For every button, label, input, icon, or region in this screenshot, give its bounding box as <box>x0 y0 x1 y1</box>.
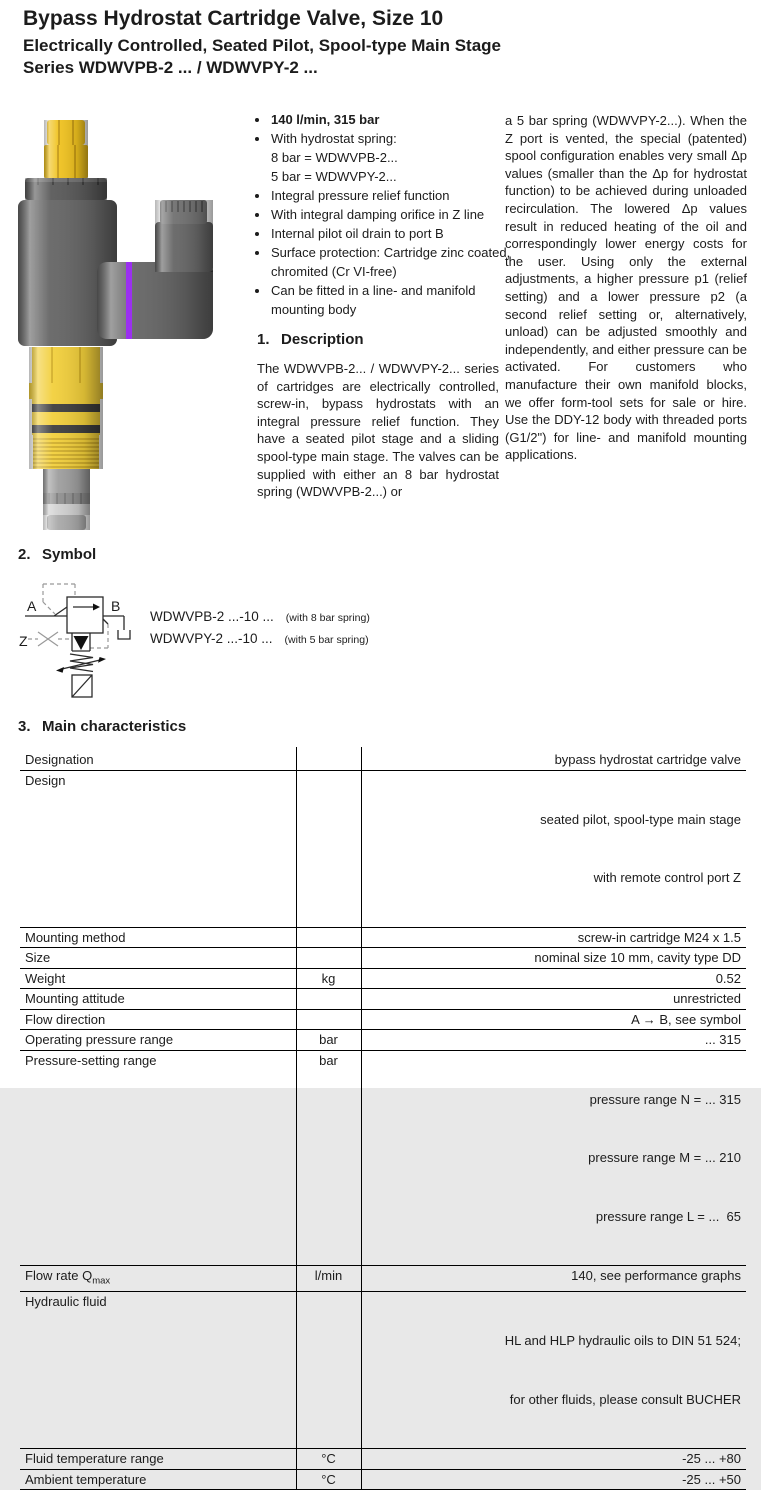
section-heading-main-characteristics: 3. Main characteristics <box>18 718 187 735</box>
page-subtitle-1: Electrically Controlled, Seated Pilot, Spool-type Main Stage <box>23 36 501 55</box>
feature-item: • Internal pilot oil drain to port B <box>270 224 512 243</box>
table-row: Design seated pilot, spool-type main stage with remote control port Z <box>20 770 746 927</box>
characteristics-table <box>20 747 746 1490</box>
purple-stripe <box>126 262 132 339</box>
feature-item: • Can be fitted in a line- and manifold mounting body <box>270 281 512 319</box>
poppet-icon <box>74 636 89 650</box>
table-row: Flow rate $Q_{max}$ l/min 140, see performance graphs <box>20 1266 746 1292</box>
feature-item: • With hydrostat spring: 8 bar = WDWVPB-2... 5 bar = WDWVPY-2... <box>270 129 512 186</box>
symbol-variant-list <box>150 607 370 650</box>
damping-orifice-icon <box>38 632 58 646</box>
feature-item: • With integral damping orifice in Z line <box>270 205 512 224</box>
hydraulic-symbol <box>18 576 168 711</box>
table-row: Designation bypass hydrostat cartridge valve <box>20 747 746 770</box>
page-subtitle-2: Series WDWVPB-2 ... / WDWVPY-2 ... <box>23 57 318 77</box>
table-row: Weight kg 0.52 <box>20 968 746 989</box>
symbol-variant: WDWVPY-2 ...-10 ... (with 5 bar spring) <box>150 630 369 646</box>
description-paragraph-col1: The WDWVPB-2... / WDWVPY-2... series of cartridges are electrically controlled, screw-in, bypass hydrostats with an integral pressure relief function. They have a seated pilot stage and a sliding spool-type main stage. The valves can be supplied with either an 8 bar hydrostat spring (WDWVPB-2...) or <box>257 361 499 500</box>
adjustment-arrow <box>62 660 100 669</box>
connector-arm <box>97 262 213 339</box>
feature-item: • Integral pressure relief function <box>270 186 512 205</box>
port-label-a: A <box>27 598 37 614</box>
feature-item: • 140 l/min, 315 bar <box>270 110 512 129</box>
feature-item: • Surface protection: Cartridge zinc coated, chromited (Cr VI-free) <box>270 243 512 281</box>
table-row: Mounting attitude unrestricted <box>20 989 746 1010</box>
port-label-z: Z <box>19 633 28 649</box>
connector-block <box>155 200 213 272</box>
tank-icon <box>118 630 130 639</box>
table-row: Pressure-setting range bar pressure range N = ... 315 pressure range M = ... 210 pressure range L = ... 65 <box>20 1050 746 1266</box>
table-row: Mounting method screw-in cartridge M24 x 1.5 <box>20 927 746 948</box>
symbol-variant: WDWVPB-2 ...-10 ... (with 8 bar spring) <box>150 609 370 624</box>
table-row: Operating pressure range bar ... 315 <box>20 1030 746 1051</box>
section-heading-symbol: 2. Symbol <box>18 546 97 563</box>
adjustment-screw <box>44 120 88 178</box>
description-paragraph-col2: a 5 bar spring (WDWVPY-2...). When the Z port is vented, the special (patented) spool configuration enables very small Δp values (smaller than the Δp for hydrostat function) to be achieved during unloaded recirculation. The lowered Δp values result in reduced heating of the oil and correspondingly lower energy costs for the user. Using only the external adjustments, a higher pressure p1 (relief setting) and a lower pressure p2 (a second relief setting or, alternatively, unload) can be adjusted smoothly and independently, and either pressure can be activated. For customers who manufacture their own manifold blocks, we offer form-tool sets for sale or hire. Use the DDY-12 body with threaded ports (G1/2") for line- and manifold mounting applications. <box>505 113 747 463</box>
product-image-cartridge-valve <box>8 98 233 538</box>
lock-ring <box>25 178 107 200</box>
table-row: Flow direction A → B, see symbol <box>20 1009 746 1030</box>
table-row: Fluid temperature range °C -25 ... +80 <box>20 1449 746 1470</box>
section-heading-description: 1. Description <box>257 331 364 348</box>
page-header <box>23 6 743 78</box>
port-label-b: B <box>111 598 121 614</box>
cartridge-body <box>29 347 103 469</box>
table-row: Size nominal size 10 mm, cavity type DD <box>20 948 746 969</box>
table-row: Hydraulic fluid HL and HLP hydraulic oils to DIN 51 524; for other fluids, please consult BUCHER <box>20 1292 746 1449</box>
page-title: Bypass Hydrostat Cartridge Valve, Size 10 <box>23 7 444 30</box>
feature-list <box>257 110 512 319</box>
table-row: Ambient temperature °C -25 ... +50 <box>20 1469 746 1490</box>
valve-nose <box>43 469 90 530</box>
